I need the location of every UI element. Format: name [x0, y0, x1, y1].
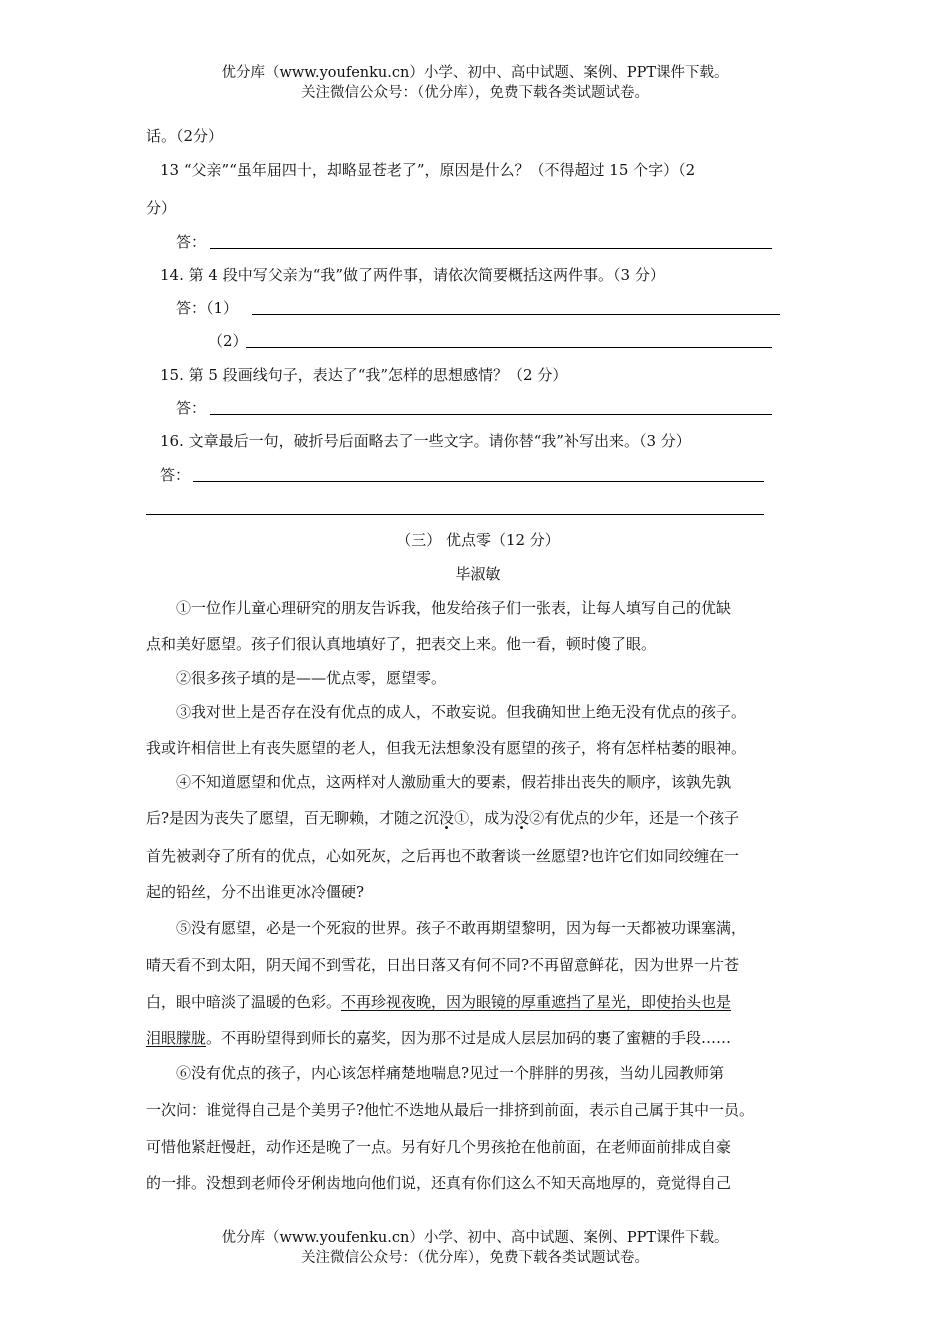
q12-tail: 话。（2分） [146, 127, 224, 145]
paragraph-6-line-1: ⑥没有优点的孩子，内心该怎样痛楚地喘息?见过一个胖胖的男孩，当幼儿园教师第 [176, 1064, 725, 1082]
header-line-2: 关注微信公众号：（优分库），免费下载各类试题试卷。 [301, 85, 649, 101]
paragraph-5-line-1: ⑤没有愿望，必是一个死寂的世界。孩子不敢再期望黎明，因为每一天都被功课塞满， [176, 919, 747, 937]
p4-text-b: ①，成为 [454, 809, 515, 827]
q15-answer-line[interactable] [210, 414, 772, 415]
paragraph-2-line-1: ②很多孩子填的是——优点零，愿望零。 [176, 669, 447, 687]
paragraph-1-line-2: 点和美好愿望。孩子们很认真地填好了，把表交上来。他一看，顿时傻了眼。 [146, 635, 657, 653]
paragraph-5-line-2: 晴天看不到太阳，阴天闻不到雪花，日出日落又有何不同?不再留意鲜花，因为世界一片苍 [146, 956, 740, 974]
section-title: （三） 优点零（12 分） [396, 531, 560, 549]
article-author: 毕淑敏 [455, 565, 501, 583]
footer-line-1: 优分库（www.youfenku.cn）小学、初中、高中试题、案例、PPT课件下载。 [221, 1230, 729, 1246]
q13-text: 13 “父亲”“虽年届四十，却略显苍老了”，原因是什么？（不得超过 15 个字）（2 [160, 161, 696, 179]
paragraph-1-line-1: ①一位作儿童心理研究的朋友告诉我，他发给孩子们一张表，让每人填写自己的优缺 [176, 599, 732, 617]
q13-answer-label: 答： [176, 233, 207, 251]
footer-line-2: 关注微信公众号：（优分库），免费下载各类试题试卷。 [301, 1250, 649, 1266]
p5-text-a: 白，眼中暗淡了温暖的色彩。 [146, 993, 342, 1011]
underlined-sentence: 不再珍视夜晚，因为眼镜的厚重遮挡了星光，即使抬头也是 [341, 993, 732, 1011]
paragraph-6-line-3: 可惜他紧赶慢赶，动作还是晚了一点。另有好几个男孩抢在他前面，在老师面前排成自豪 [146, 1138, 732, 1156]
q14-answer-line-2[interactable] [246, 347, 772, 348]
paragraph-6-line-4: 的一排。没想到老师伶牙俐齿地向他们说，还真有你们这么不知天高地厚的，竟觉得自己 [146, 1174, 732, 1192]
q16-answer-line-1[interactable] [193, 481, 764, 482]
underlined-sentence-end: 泪眼朦胧 [146, 1029, 207, 1047]
paragraph-6-line-2: 一次问：谁觉得自己是个美男子?他忙不迭地从最后一排挤到前面，表示自己属于其中一员。 [146, 1101, 755, 1119]
paragraph-5-line-4 [146, 1028, 810, 1048]
q13-text-cont: 分） [146, 199, 177, 217]
paragraph-3-line-2: 我或许相信世上有丧失愿望的老人，但我无法想象没有愿望的孩子，将有怎样枯萎的眼神。 [146, 739, 747, 757]
emphasis-dot-char-2: 没 [514, 809, 530, 827]
q16-answer-line-2[interactable] [146, 514, 764, 515]
header-line-1: 优分库（www.youfenku.cn）小学、初中、高中试题、案例、PPT课件下载。 [221, 65, 729, 81]
q14-text: 14. 第 4 段中写父亲为“我”做了两件事，请依次简要概括这两件事。（3 分） [160, 266, 665, 284]
paragraph-3-line-1: ③我对世上是否存在没有优点的成人，不敢妄说。但我确知世上绝无没有优点的孩子。 [176, 703, 747, 721]
q13-answer-line[interactable] [210, 248, 772, 249]
p4-text-c: ②有优点的少年，还是一个孩子 [529, 809, 740, 827]
q16-text: 16. 文章最后一句，破折号后面略去了一些文字。请你替“我”补写出来。（3 分） [160, 432, 691, 450]
paragraph-4-line-2 [146, 808, 810, 828]
paragraph-4-line-3: 首先被剥夺了所有的优点，心如死灰，之后再也不敢奢谈一丝愿望?也许它们如同绞缠在一 [146, 847, 740, 865]
q14-answer-line-1[interactable] [252, 314, 780, 315]
paragraph-4-line-1: ④不知道愿望和优点，这两样对人激励重大的要素，假若排出丧失的顺序，该孰先孰 [176, 773, 732, 791]
emphasis-dot-char-1: 没 [439, 809, 455, 827]
paragraph-5-line-3 [146, 992, 810, 1012]
q16-answer-label: 答： [160, 466, 191, 484]
p4-text-a: 后?是因为丧失了愿望，百无聊赖，才随之沉 [146, 809, 440, 827]
q14-answer-label-2: （2） [208, 332, 248, 350]
q15-text: 15. 第 5 段画线句子，表达了“我”怎样的思想感情？（2 分） [160, 366, 568, 384]
paragraph-4-line-4: 起的铅丝，分不出谁更冰冷僵硬? [146, 883, 365, 901]
p5-text-b: 。不再盼望得到师长的嘉奖，因为那不过是成人层层加码的裹了蜜糖的手段…… [206, 1029, 732, 1047]
q14-answer-label-1: 答：（1） [176, 299, 239, 317]
q15-answer-label: 答： [176, 399, 207, 417]
